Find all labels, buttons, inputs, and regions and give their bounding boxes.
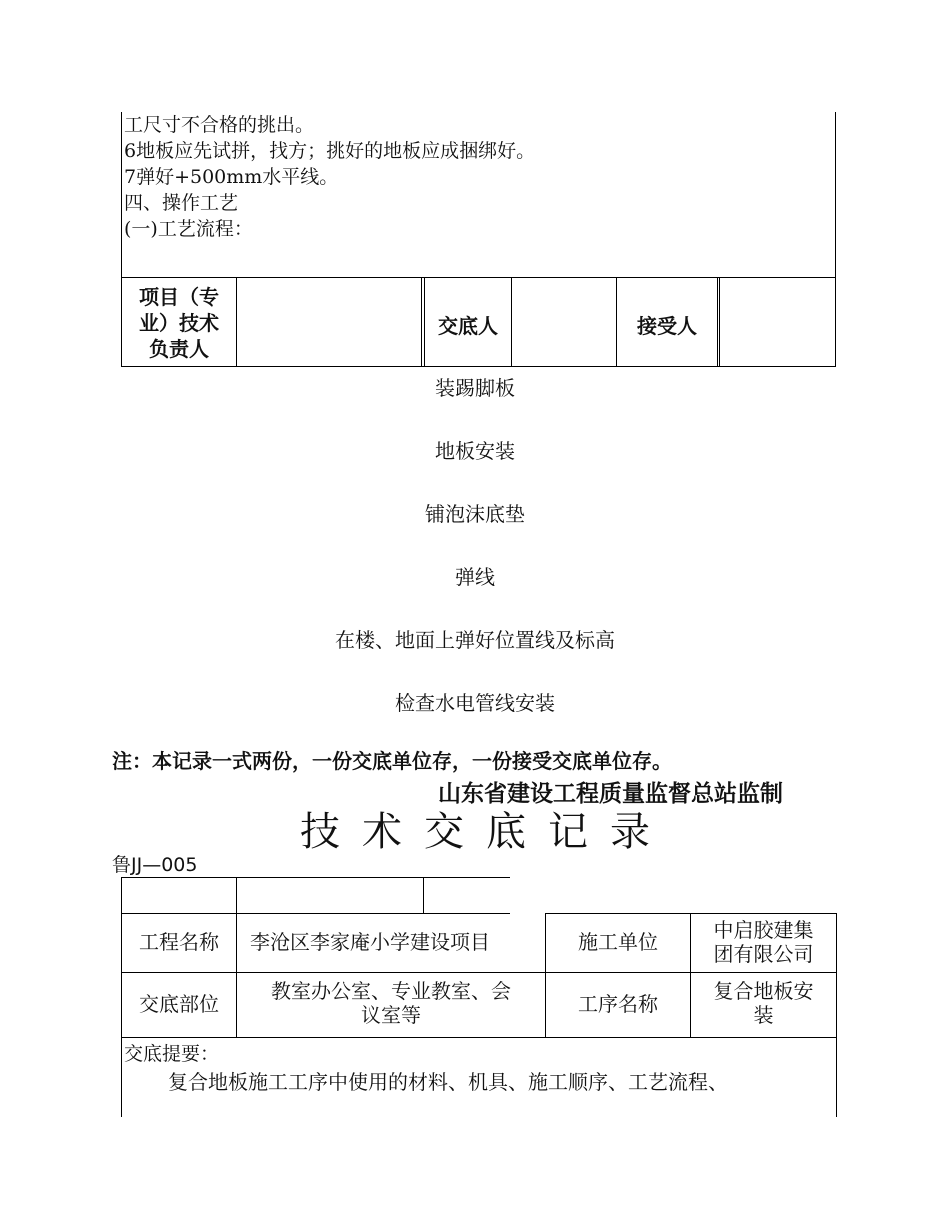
construction-unit-label: 施工单位: [578, 930, 658, 954]
summary-text: 复合地板施工工序中使用的材料、机具、施工顺序、工艺流程、: [168, 1070, 728, 1094]
construction-unit-value-line: 团有限公司: [713, 942, 814, 966]
handover-location-value: [237, 979, 545, 1027]
blank-cell: [121, 877, 237, 914]
divider: [717, 278, 718, 367]
flow-step: 弹线: [455, 565, 495, 589]
document-code: 鲁JJ—005: [112, 854, 198, 876]
summary-cell: [121, 1037, 837, 1117]
project-lead-label-line: 项目（专: [139, 285, 219, 309]
flow-step: 地板安装: [435, 439, 515, 463]
continuation-line: 7弹好+500mm水平线。: [124, 166, 339, 188]
flow-step: 检查水电管线安装: [395, 691, 555, 715]
divider: [421, 278, 422, 367]
section-heading: 四、操作工艺: [124, 192, 239, 214]
handover-location-label: 交底部位: [139, 992, 219, 1016]
construction-unit-label-cell: [545, 913, 691, 973]
supervisor-label: 山东省建设工程质量监督总站监制: [438, 781, 783, 807]
sub-heading: (一)工艺流程：: [124, 218, 253, 240]
project-name-value-cell: [236, 913, 510, 973]
continuation-line: 6地板应先试拼，找方；挑好的地板应成捆绑好。: [124, 140, 536, 162]
handover-person-signature-field[interactable]: [512, 278, 616, 367]
handover-location-label-cell: [121, 972, 237, 1038]
process-name-value-line: 装: [753, 1003, 774, 1027]
flow-step: 铺泡沫底垫: [425, 502, 525, 526]
handover-location-value-cell: [236, 972, 546, 1038]
signature-row: [122, 277, 835, 367]
handover-location-value-line: 教室办公室、专业教室、会: [271, 979, 511, 1003]
storage-note: 注：本记录一式两份，一份交底单位存，一份接受交底单位存。: [112, 749, 672, 773]
project-lead-label: [122, 278, 236, 367]
project-name-value: 李沧区李家庵小学建设项目: [250, 930, 490, 954]
receiver-signature-field[interactable]: [720, 278, 835, 367]
process-name-label-cell: [545, 972, 691, 1038]
project-name-label: 工程名称: [139, 930, 219, 954]
continuation-block: [121, 112, 836, 367]
summary-label: 交底提要：: [124, 1043, 220, 1065]
handover-location-value-line: 议室等: [361, 1003, 421, 1027]
project-lead-label-line: 负责人: [149, 337, 209, 361]
process-name-value: [691, 979, 836, 1027]
process-name-label: 工序名称: [578, 992, 658, 1016]
construction-unit-value-cell: [690, 913, 837, 973]
blank-cell: [236, 877, 424, 914]
handover-person-label: 交底人: [438, 314, 498, 338]
continuation-line: 工尺寸不合格的挑出。: [124, 114, 315, 136]
project-name-label-cell: [121, 913, 237, 973]
document-title: 技术交底记录: [300, 809, 672, 855]
flow-step: 装踢脚板: [435, 376, 515, 400]
receiver-label: 接受人: [637, 314, 697, 338]
project-lead-label-line: 业）技术: [139, 311, 219, 335]
project-lead-signature-field[interactable]: [237, 278, 421, 367]
process-name-value-cell: [690, 972, 837, 1038]
blank-cell: [423, 877, 510, 914]
construction-unit-value: [691, 918, 836, 966]
flow-step: 在楼、地面上弹好位置线及标高: [335, 628, 615, 652]
construction-unit-value-line: 中启胶建集: [713, 918, 814, 942]
process-name-value-line: 复合地板安: [713, 979, 814, 1003]
